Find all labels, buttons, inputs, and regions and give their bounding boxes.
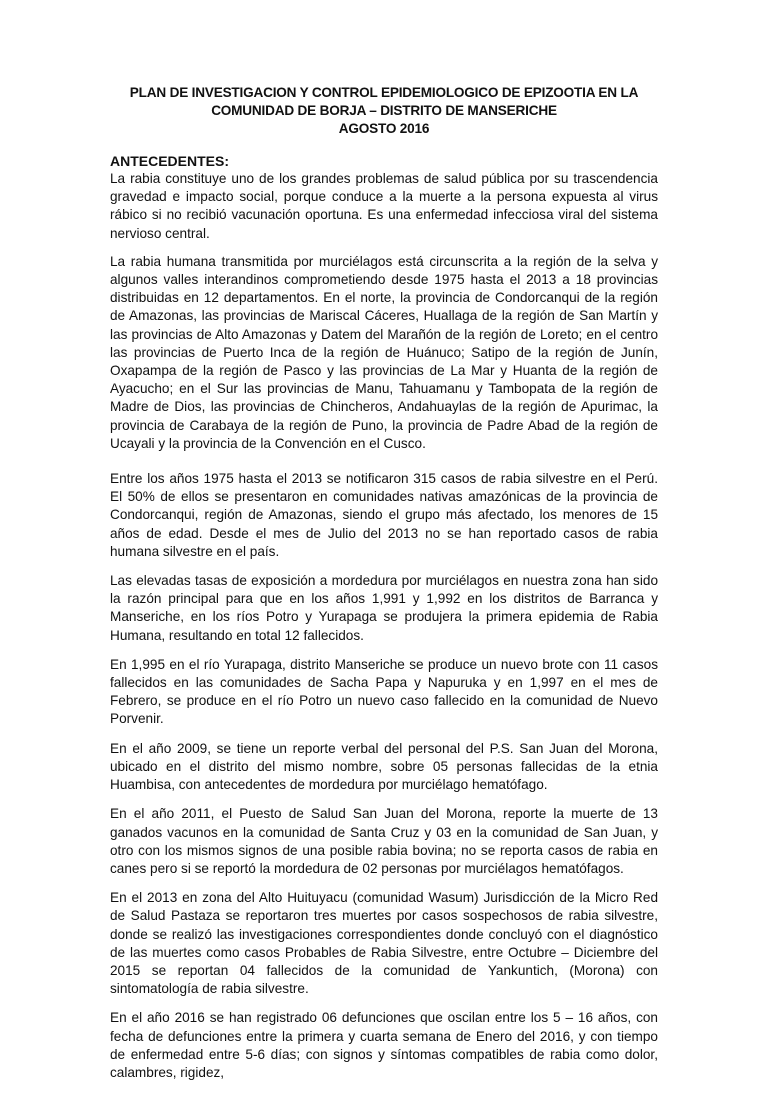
title-line-1: PLAN DE INVESTIGACION Y CONTROL EPIDEMIOLOGICO DE EPIZOOTIA EN LA — [129, 85, 639, 100]
section-heading-antecedentes: ANTECEDENTES: — [110, 153, 230, 169]
paragraph-3: Entre los años 1975 hasta el 2013 se notificaron 315 casos de rabia silvestre en el Perú. El 50% de ellos se presentaron en comunidades nativas amazónicas de la provincia de Condorcanqui, región de Amazonas, siendo el grupo más afectado, los menores de 15 años de edad. Desde el mes de Julio del 2013 no se han reportado casos de rabia humana silvestre en el país. — [110, 471, 658, 559]
paragraph-1: La rabia constituye uno de los grandes problemas de salud pública por su trascendencia gravedad e impacto social, porque conduce a la muerte a la persona expuesta al virus rábico si no recibió vacunación oportuna. Es una enfermedad infecciosa viral del sistema nervioso central. — [110, 171, 658, 241]
paragraph-8: En el 2013 en zona del Alto Huituyacu (comunidad Wasum) Jurisdicción de la Micro Red de Salud Pastaza se reportaron tres muertes por casos sospechosos de rabia silvestre, donde se realizó las investigaciones correspondientes donde concluyó con el diagnóstico de las muertes como casos Probables de Rabia Silvestre, entre Octubre – Diciembre del 2015 se reportan 04 fallecidos de la comunidad de Yankuntich, (Morona) con sintomatología de rabia silvestre. — [110, 890, 658, 997]
title-line-2: COMUNIDAD DE BORJA – DISTRITO DE MANSERICHE — [211, 103, 557, 118]
paragraph-2: La rabia humana transmitida por murciélagos está circunscrita a la región de la selva y algunos valles interandinos comprometiendo desde 1975 hasta el 2013 a 18 provincias distribuidas en 12 departamentos. En el norte, la provincia de Condorcanqui de la región de Amazonas, las provincias de Mariscal Cáceres, Huallaga de la región de San Martín y las provincias de Alto Amazonas y Datem del Marañón de la región de Loreto; en el centro las provincias de Puerto Inca de la región de Huánuco; Satipo de la región de Junín, Oxapampa de la región de Pasco y las provincias de La Mar y Huanta de la región de Ayacucho; en el Sur las provincias de Manu, Tahuamanu y Tambopata de la región de Madre de Dios, las provincias de Chincheros, Andahuaylas de la región de Apurimac, la provincia de Carabaya de la región de Puno, la provincia de Padre Abad de la región de Ucayali y la provincia de la Convención en el Cusco. — [110, 253, 658, 451]
paragraph-9: En el año 2016 se han registrado 06 defunciones que oscilan entre los 5 – 16 años, con fecha de defunciones entre la primera y cuarta semana de Enero del 2016, y con tiempo de enfermedad entre 5-6 días; con signos y síntomas compatibles de rabia como dolor, calambres, rigidez, — [110, 1010, 658, 1080]
document-title — [110, 84, 658, 138]
paragraph-6: En el año 2009, se tiene un reporte verbal del personal del P.S. San Juan del Morona, ubicado en el distrito del mismo nombre, sobre 05 personas fallecidas de la etnia Huambisa, con antecedentes de mordedura por murciélago hematófago. — [110, 740, 658, 793]
document-page — [110, 84, 658, 1093]
title-line-3: AGOSTO 2016 — [338, 121, 430, 136]
paragraph-7: En el año 2011, el Puesto de Salud San Juan del Morona, reporte la muerte de 13 ganados vacunos en la comunidad de Santa Cruz y 03 en la comunidad de San Juan, y otro con los mismos signos de una posible rabia bovina; no se reporta casos de rabia en canes pero si se reportó la mordedura de 02 personas por murciélagos hematófagos. — [110, 806, 658, 876]
paragraph-5: En 1,995 en el río Yurapaga, distrito Manseriche se produce un nuevo brote con 11 casos fallecidos en las comunidades de Sacha Papa y Napuruka y en 1,997 en el mes de Febrero, se produce en el río Potro un nuevo caso fallecido en la comunidad de Nuevo Porvenir. — [110, 656, 658, 727]
paragraph-4: Las elevadas tasas de exposición a mordedura por murciélagos en nuestra zona han sido la razón principal para que en los años 1,991 y 1,992 en los distritos de Barranca y Manseriche, en los ríos Potro y Yurapaga se produjera la primera epidemia de Rabia Humana, resultando en total 12 fallecidos. — [110, 573, 658, 643]
